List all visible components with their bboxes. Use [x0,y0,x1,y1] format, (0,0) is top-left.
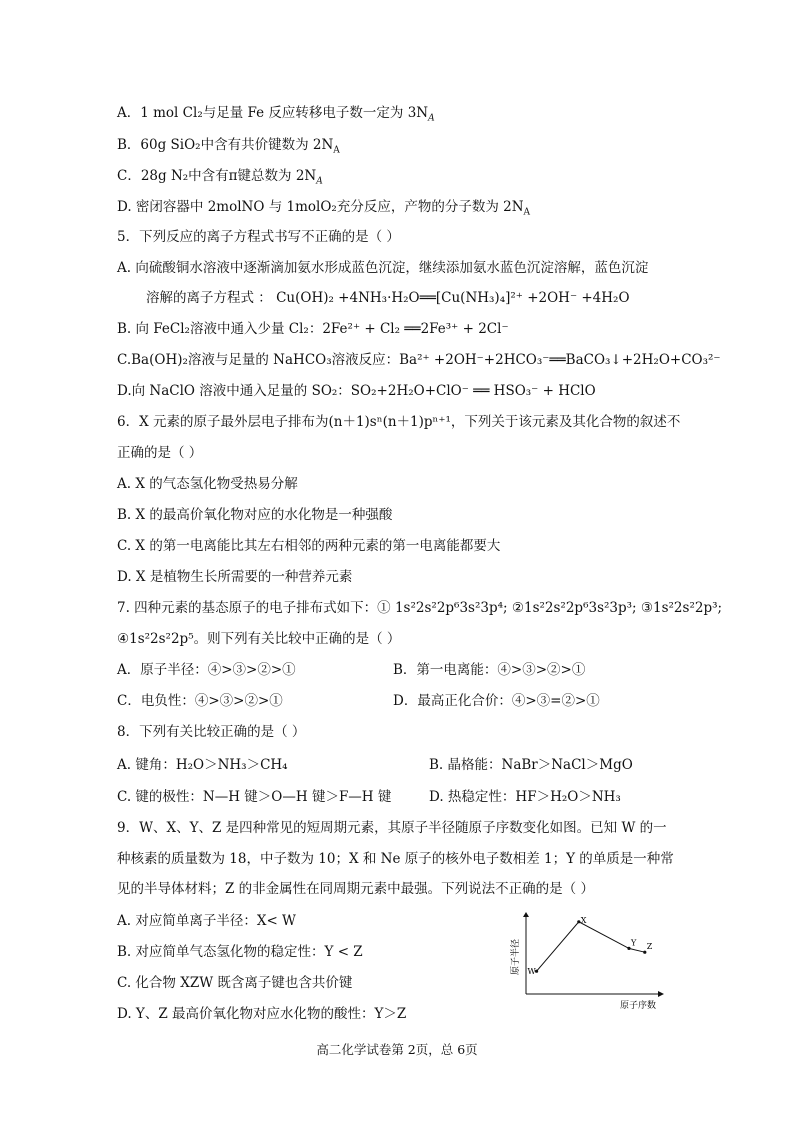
q4-option-c: C．28g N₂中含有π键总数为 $2N_A$ [117,168,323,187]
q7-option-b: B．第一电离能：④>③>②>① [393,662,586,678]
q9-option-c: C. 化合物 XZW 既含离子键也含共价键 [117,975,353,991]
q6-stem-line1: 6．X 元素的原子最外层电子排布为(n＋1)sⁿ(n＋1)pⁿ⁺¹，下列关于该元素及其化合物的叙述不 [117,414,681,430]
q5-stem: 5．下列反应的离子方程式书写不正确的是（ ） [117,229,400,245]
chart-xlabel: 原子序数 [619,1001,657,1011]
q8-option-a: A. 键角：H₂O＞NH₃＞CH₄ [117,757,288,773]
chart-point-label-w: W [527,967,536,977]
q8-option-b: B. 晶格能：NaBr＞NaCl＞MgO [429,757,633,773]
q9-option-b: B. 对应简单气态氢化物的稳定性：Y < Z [117,944,363,960]
chart-series-line [537,922,645,971]
q7-option-c: C．电负性：④>③>②>① [117,693,283,709]
q5-option-a-line1: A. 向硫酸铜水溶液中逐渐滴加氨水形成蓝色沉淀，继续添加氨水蓝色沉淀溶解，蓝色沉淀 [117,260,649,276]
q7-stem-line2: ④1s²2s²2p⁵。则下列有关比较中正确的是（ ） [117,631,401,647]
chart-point-label-x: X [580,915,587,925]
chart-ylabel: 原子半径 [511,938,521,976]
q7-stem-line1: 7. 四种元素的基态原子的电子排布式如下：① 1s²2s²2p⁶3s²3p⁴; ②1s²2s²2p⁶3s²3p³; ③1s²2s²2p³; [117,600,723,616]
chart-point-label-z: Z [646,942,653,952]
q9-option-d: D. Y、Z 最高价氧化物对应水化物的酸性：Y＞Z [117,1006,407,1022]
q8-stem: 8．下列有关比较正确的是（ ） [117,724,306,740]
q6-option-b: B. X 的最高价氧化物对应的水化物是一种强酸 [117,507,393,523]
q4-option-b: B．60g SiO₂中含有共价键数为 $2N_A$ [117,137,340,156]
q5-option-b: B. 向 FeCl₂溶液中通入少量 Cl₂：2Fe²⁺ + Cl₂ ══2Fe³⁺ + 2Cl⁻ [117,321,509,337]
q5-option-c: C.Ba(OH)₂溶液与足量的 NaHCO₃溶液反应：Ba²⁺ +2OH⁻+2HCO₃⁻══BaCO₃↓+2H₂O+CO₃²⁻ [117,352,721,368]
q8-option-d: D. 热稳定性：HF＞H₂O＞NH₃ [429,789,621,805]
atomic-radius-chart [508,912,668,1012]
chart-point-label-y: Y [630,938,637,948]
q6-option-c: C. X 的第一电离能比其左右相邻的两种元素的第一电离能都要大 [117,538,501,554]
q9-stem-line1: 9．W、X、Y、Z 是四种常见的短周期元素，其原子半径随原子序数变化如图。已知 W 的一 [117,820,667,836]
q5-option-a-line2: 溶解的离子方程式 ： Cu(OH)₂ +4NH₃·H₂O══[Cu(NH₃)₄]²⁺ +2OH⁻ +4H₂O [146,290,630,306]
q8-option-c: C. 键的极性：N—H 键＞O—H 键＞F—H 键 [117,789,392,805]
page-footer: 高二化学试卷第 2页，总 6页 [316,1042,478,1057]
q9-stem-line2: 种核素的质量数为 18，中子数为 10；X 和 Ne 原子的核外电子数相差 1；Y 的单质是一种常 [117,851,674,867]
q9-stem-line3: 见的半导体材料；Z 的非金属性在同周期元素中最强。下列说法不正确的是（ ） [117,881,594,897]
q4-option-d: D. 密闭容器中 2molNO 与 1molO₂充分反应，产物的分子数为 $2N_A$ [117,199,531,218]
q6-option-a: A. X 的气态氢化物受热易分解 [117,476,298,492]
q7-option-a: A．原子半径：④>③>②>① [117,662,296,678]
q9-option-a: A. 对应简单离子半径：X< W [117,913,296,929]
chart-axes [523,912,664,997]
q6-option-d: D. X 是植物生长所需要的一种营养元素 [117,569,353,585]
q7-option-d: D．最高正化合价：④>③=②>① [393,693,600,709]
q4-option-a: A．1 mol Cl₂与足量 Fe 反应转移电子数一定为 $3N_A$ [117,105,435,124]
q6-stem-line2: 正确的是（ ） [117,445,203,461]
q5-option-d: D.向 NaClO 溶液中通入足量的 SO₂：SO₂+2H₂O+ClO⁻ ══ HSO₃⁻ + HClO [117,383,596,399]
chart-plot [528,916,653,976]
